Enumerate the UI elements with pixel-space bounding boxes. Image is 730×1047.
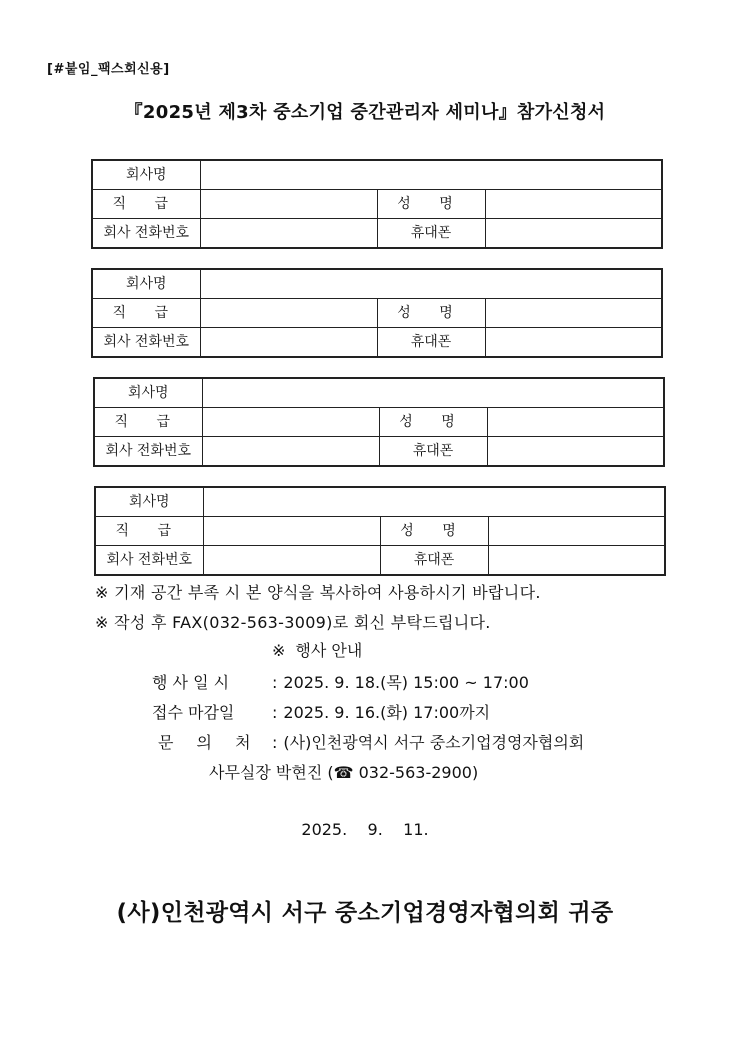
company-label: 회사명 [94, 378, 202, 408]
contact-row [152, 728, 584, 758]
application-form-3 [93, 377, 665, 467]
position-field[interactable] [202, 408, 379, 437]
name-field[interactable] [488, 517, 665, 546]
name-field[interactable] [487, 408, 664, 437]
contact-colon: : [272, 733, 278, 752]
company-field[interactable] [202, 378, 664, 408]
deadline-row [152, 698, 584, 728]
contact-value: (사)인천광역시 서구 중소기업경영자협의회 [283, 733, 585, 752]
position-field[interactable] [200, 299, 377, 328]
recipient-organization: (사)인천광역시 서구 중소기업경영자협의회 귀중 [116, 900, 614, 926]
name-label: 성 명 [377, 299, 485, 328]
note-fax-reply: ※ 작성 후 FAX(032-563-3009)로 회신 부탁드립니다. [95, 613, 491, 632]
deadline-label: 접수 마감일 [152, 703, 235, 722]
form-title: 『2025년 제3차 중소기업 중간관리자 세미나』참가신청서 [124, 102, 606, 123]
contact-label: 문 의 처 [158, 733, 260, 752]
name-field[interactable] [485, 190, 662, 219]
company-phone-field[interactable] [200, 328, 377, 358]
company-label: 회사명 [92, 269, 200, 299]
mobile-field[interactable] [488, 546, 665, 576]
note-copy-form: ※ 기재 공간 부족 시 본 양식을 복사하여 사용하시기 바랍니다. [95, 583, 541, 602]
company-field[interactable] [200, 269, 662, 299]
company-phone-field[interactable] [203, 546, 380, 576]
notes [95, 578, 541, 638]
company-field[interactable] [203, 487, 665, 517]
mobile-field[interactable] [485, 328, 662, 358]
mobile-label: 휴대폰 [377, 219, 485, 249]
application-form-4 [94, 486, 666, 576]
name-label: 성 명 [380, 517, 488, 546]
position-label: 직 급 [92, 299, 200, 328]
application-form-1 [91, 159, 663, 249]
position-label: 직 급 [94, 408, 202, 437]
company-phone-label: 회사 전화번호 [92, 219, 200, 249]
company-phone-label: 회사 전화번호 [94, 437, 202, 467]
mobile-label: 휴대폰 [379, 437, 487, 467]
name-label: 성 명 [379, 408, 487, 437]
reference-mark: ※ [272, 641, 286, 660]
event-heading-text: 행사 안내 [295, 641, 363, 660]
company-label: 회사명 [95, 487, 203, 517]
mobile-field[interactable] [485, 219, 662, 249]
event-info [152, 668, 584, 758]
company-phone-label: 회사 전화번호 [92, 328, 200, 358]
deadline-value: 2025. 9. 16.(화) 17:00까지 [283, 703, 491, 722]
company-phone-label: 회사 전화번호 [95, 546, 203, 576]
event-date-label: 행 사 일 시 [152, 673, 230, 692]
mobile-label: 휴대폰 [380, 546, 488, 576]
name-field[interactable] [485, 299, 662, 328]
position-label: 직 급 [92, 190, 200, 219]
name-label: 성 명 [377, 190, 485, 219]
application-form-2 [91, 268, 663, 358]
position-field[interactable] [203, 517, 380, 546]
event-date-value: 2025. 9. 18.(목) 15:00 ~ 17:00 [283, 673, 529, 692]
attachment-tag: [#붙임_팩스회신용] [47, 62, 170, 77]
event-date-colon: : [272, 673, 278, 692]
position-label: 직 급 [95, 517, 203, 546]
mobile-field[interactable] [487, 437, 664, 467]
event-date-row [152, 668, 584, 698]
mobile-label: 휴대폰 [377, 328, 485, 358]
deadline-colon: : [272, 703, 278, 722]
company-phone-field[interactable] [200, 219, 377, 249]
company-phone-field[interactable] [202, 437, 379, 467]
company-field[interactable] [200, 160, 662, 190]
event-heading [272, 638, 362, 661]
contact-person: 사무실장 박현진 (☎ 032-563-2900) [209, 763, 479, 782]
document-date: 2025. 9. 11. [301, 820, 429, 839]
company-label: 회사명 [92, 160, 200, 190]
position-field[interactable] [200, 190, 377, 219]
